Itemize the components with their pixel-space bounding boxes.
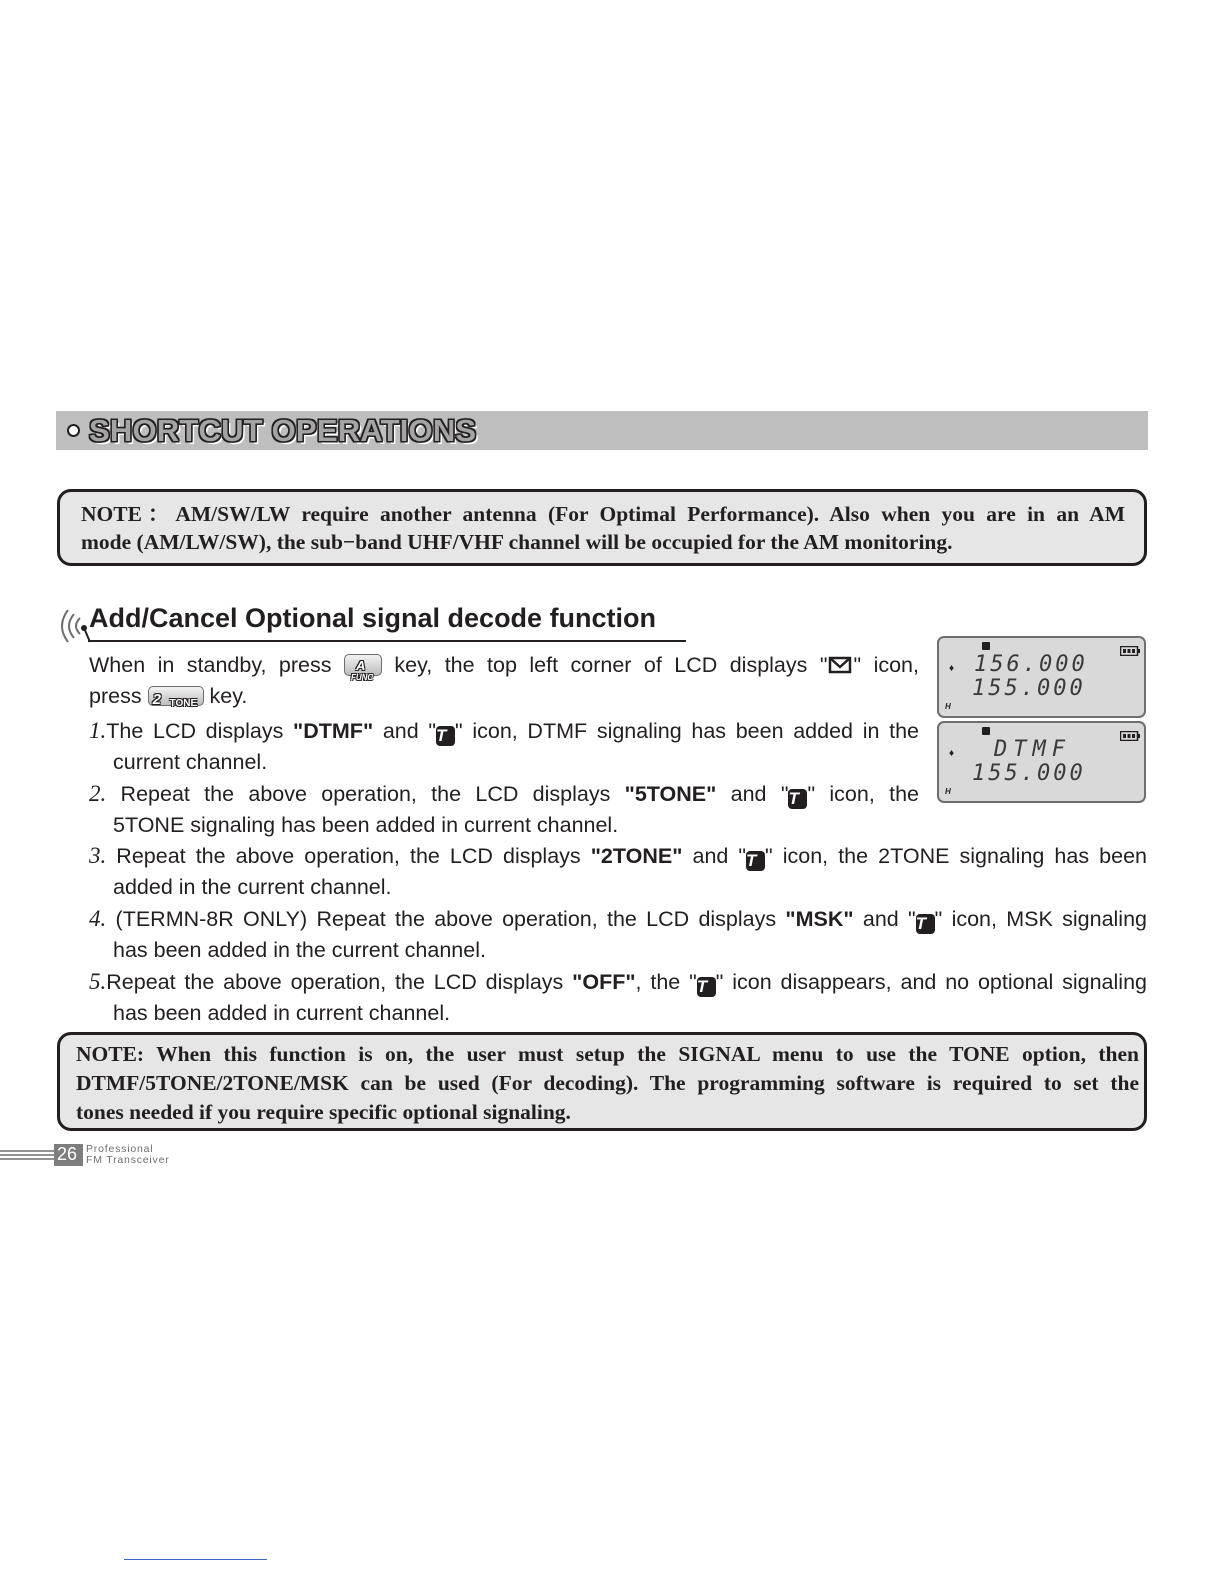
battery-icon bbox=[1120, 646, 1140, 656]
note-bottom-line-2: DTMF/5TONE/2TONE/MSK can be used (For decoding). The programming software is required to set the bbox=[76, 1071, 1139, 1095]
footer-caption bbox=[86, 1144, 170, 1166]
page-number: 26 bbox=[57, 1144, 78, 1164]
lcd-line-2: 155.000 bbox=[972, 676, 1086, 701]
note-bottom-line-1: NOTE: When this function is on, the user must setup the SIGNAL menu to use the TONE option, then bbox=[76, 1042, 1139, 1066]
step-3: 3. Repeat the above operation, the LCD displays "2TONE" and "T " icon, the 2TONE signaling has been bbox=[89, 843, 1147, 870]
lcd-arrow-icon: ♦ bbox=[949, 748, 955, 759]
bullet-circle-icon bbox=[67, 424, 80, 437]
page-number-box bbox=[54, 1144, 83, 1166]
func-key-icon: A FUNC bbox=[344, 654, 382, 676]
t-signal-icon: T bbox=[697, 977, 716, 997]
step-5: 5.Repeat the above operation, the LCD displays "OFF", the "T " icon disappears, and no optional signaling bbox=[89, 969, 1147, 996]
intro-line-1: When in standby, press A FUNC key, the top left corner of LCD displays " " icon, bbox=[89, 653, 919, 682]
lcd-display-frequency bbox=[937, 636, 1146, 718]
lcd-display-dtmf bbox=[937, 721, 1146, 803]
section-title: SHORTCUT OPERATIONS bbox=[89, 413, 477, 448]
lcd-t-indicator-icon bbox=[982, 727, 990, 735]
note-am-antenna bbox=[57, 489, 1147, 566]
2tone-key-icon: 2 TONE bbox=[148, 686, 204, 706]
t-signal-icon: T bbox=[916, 914, 935, 934]
note-top-line-2: mode (AM/LW/SW), the sub−band UHF/VHF channel will be occupied for the AM monitoring. bbox=[81, 530, 953, 554]
bottom-rule bbox=[124, 1559, 267, 1560]
step-1: 1.The LCD displays "DTMF" and "T " icon, DTMF signaling has been added in the bbox=[89, 718, 920, 745]
envelope-icon bbox=[827, 655, 853, 675]
t-signal-icon: T bbox=[746, 851, 765, 871]
step-2: 2. Repeat the above operation, the LCD displays "5TONE" and "T " icon, the bbox=[89, 781, 919, 808]
lcd-line-1: DTMF bbox=[994, 737, 1071, 762]
step-4-cont: has been added in the current channel. bbox=[113, 938, 486, 962]
section-header-bar bbox=[56, 411, 1148, 450]
lcd-arrow-icon: ♦ bbox=[949, 663, 955, 674]
t-signal-icon: T bbox=[436, 726, 455, 746]
footer-line-1: Professional bbox=[86, 1143, 154, 1155]
step-3-cont: added in the current channel. bbox=[113, 875, 392, 899]
battery-icon bbox=[1120, 731, 1140, 741]
note-top-line-1: NOTE：AM/SW/LW require another antenna (For Optimal Performance). Also when you are in an AM bbox=[81, 502, 1125, 526]
lcd-t-indicator-icon bbox=[982, 642, 990, 650]
intro-line-2: press 2 TONE key. bbox=[89, 684, 248, 709]
footer-rule-lines bbox=[0, 1146, 54, 1164]
note-bottom-line-3: tones needed if you require specific optional signaling. bbox=[76, 1100, 571, 1124]
step-2-cont: 5TONE signaling has been added in current channel. bbox=[113, 813, 619, 837]
note-signal-menu bbox=[57, 1032, 1147, 1131]
signal-waves-icon bbox=[54, 606, 90, 646]
step-4: 4. (TERMN-8R ONLY) Repeat the above operation, the LCD displays "MSK" and "T " icon, MSK signaling bbox=[89, 906, 1147, 933]
lcd-line-1: 156.000 bbox=[974, 652, 1088, 677]
lcd-power-mode: H bbox=[945, 787, 951, 796]
lcd-line-2: 155.000 bbox=[972, 761, 1086, 786]
step-5-cont: has been added in current channel. bbox=[113, 1001, 451, 1025]
step-1-cont: current channel. bbox=[113, 750, 268, 774]
t-signal-icon: T bbox=[788, 789, 807, 809]
lcd-power-mode: H bbox=[945, 702, 951, 711]
footer-line-2: FM Transceiver bbox=[86, 1154, 170, 1166]
subsection-title: Add/Cancel Optional signal decode function bbox=[89, 603, 657, 633]
subsection-underline bbox=[88, 640, 686, 642]
